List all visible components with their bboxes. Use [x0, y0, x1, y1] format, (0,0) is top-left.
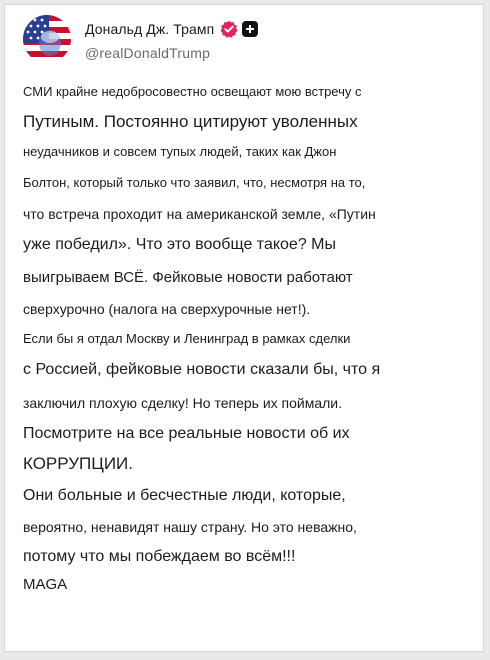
post-line: MAGA [23, 576, 68, 594]
flag-avatar-icon[interactable] [23, 15, 71, 63]
post-line: неудачников и совсем тупых людей, таких как Джон [23, 144, 337, 160]
post-line: Болтон, который только что заявил, что, несмотря на то, [23, 175, 366, 191]
post-line: Путиным. Постоянно цитируют уволенных [23, 111, 358, 131]
post-line: с Россией, фейковые новости сказали бы, что я [23, 361, 381, 379]
post-line: Если бы я отдал Москву и Ленинград в рамках сделки [23, 331, 351, 347]
author-info [85, 19, 445, 61]
post-line: сверхурочно (налога на сверхурочные нет!). [23, 301, 311, 318]
plus-badge-icon [242, 21, 258, 37]
user-handle[interactable]: @realDonaldTrump [85, 45, 211, 61]
post-line: выигрываем ВСЁ. Фейковые новости работают [23, 268, 353, 286]
verified-badge-icon [220, 20, 238, 38]
post-card [4, 4, 484, 652]
post-line: СМИ крайне недобросовестно освещают мою встречу с [23, 84, 362, 99]
post-line: потому что мы побеждаем во всём!!! [23, 548, 296, 566]
post-line: вероятно, ненавидят нашу страну. Но это неважно, [23, 518, 357, 535]
name-row [85, 19, 445, 39]
post-line: КОРРУПЦИИ. [23, 454, 133, 473]
post-line: что встреча проходит на американской земле, «Путин [23, 206, 376, 223]
post-line: уже победил». Что это вообще такое? Мы [23, 236, 336, 254]
post-line: Они больные и бесчестные люди, которые, [23, 486, 346, 504]
post-text [23, 79, 471, 594]
post-line: Посмотрите на все реальные новости об их [23, 424, 350, 442]
post-line: заключил плохую сделку! Но теперь их поймали. [23, 394, 343, 411]
post-header [23, 15, 463, 65]
display-name[interactable]: Дональд Дж. Трамп [85, 21, 215, 37]
